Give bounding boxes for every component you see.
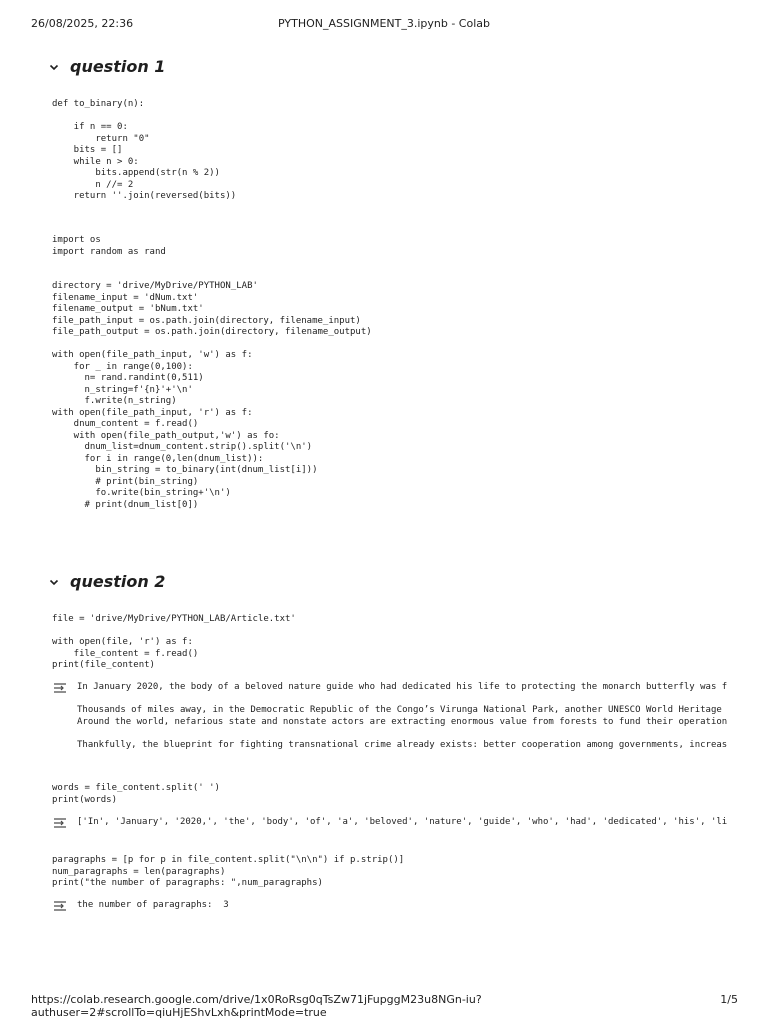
output-toggle-icon[interactable] (53, 817, 67, 829)
section-title: question 1 (70, 57, 166, 76)
code-cell-split-words[interactable]: words = file_content.split(' ') print(words) (52, 783, 220, 805)
print-date: 26/08/2025, 22:36 (31, 17, 134, 30)
section-title: question 2 (70, 572, 166, 591)
code-cell-count-paragraphs[interactable]: paragraphs = [p for p in file_content.split("\n\n") if p.strip()] num_paragraphs = len(paragraphs) print("the number of paragraphs: ",num_paragraphs) (52, 855, 405, 888)
chevron-down-icon[interactable] (48, 61, 60, 73)
section-question-2[interactable] (48, 572, 165, 591)
code-cell-to-binary[interactable]: def to_binary(n): if n == 0: return "0" bits = [] while n > 0: bits.append(str(n % 2)) n //= 2 return ''.join(reversed(bits)) (52, 99, 237, 201)
output-toggle-icon[interactable] (53, 900, 67, 912)
code-cell-read-article[interactable]: file = 'drive/MyDrive/PYTHON_LAB/Article.txt' with open(file, 'r') as f: file_content = f.read() print(file_content) (52, 614, 296, 670)
output-article-text: In January 2020, the body of a beloved nature guide who had dedicated his life to protecting the monarch butterfly was f Thousands of miles away, in the Democratic Republic of the Congo’s Virunga National Park, another UNESCO World Heritage Around the world, nefarious state and nonstate actors are extracting enormous value from forests to fund their operation Thankfully, the blueprint for fighting transnational crime already exists: better cooperation among governments, increas (77, 682, 728, 750)
output-toggle-icon[interactable] (53, 682, 67, 694)
chevron-down-icon[interactable] (48, 576, 60, 588)
section-question-1[interactable] (48, 57, 165, 76)
footer-url: https://colab.research.google.com/drive/1x0RoRsg0qTsZw71jFupggM23u8NGn-iu?authuser=2#scrollTo=qiuHjEShvLxh&printMode=true (31, 993, 482, 1019)
output-words-list: ['In', 'January', '2020,', 'the', 'body', 'of', 'a', 'beloved', 'nature', 'guide', 'who', 'had', 'dedicated', 'his', 'li (77, 817, 728, 827)
output-paragraph-count: the number of paragraphs: 3 (77, 900, 229, 910)
code-cell-file-write[interactable]: import os import random as rand directory = 'drive/MyDrive/PYTHON_LAB' filename_input = 'dNum.txt' filename_output = 'bNum.txt' file_path_input = os.path.join(directory, filename_input) file_path_output = os.path.join(directory, filename_output) with open(file_path_input, 'w') as f: for _ in range(0,100): n= rand.randint(0,511) n_string=f'{n}'+'\n' f.write(n_string) with open(file_path_input, 'r') as f: dnum_content = f.read() with open(file_path_output,'w') as fo: dnum_list=dnum_content.strip().split('\n') for i in range(0,len(dnum_list)): bin_string = to_binary(int(dnum_list[i])) # print(bin_string) fo.write(bin_string+'\n') # print(dnum_list[0]) (52, 235, 372, 510)
page-title: PYTHON_ASSIGNMENT_3.ipynb - Colab (277, 17, 490, 30)
page-number: 1/5 (720, 993, 738, 1006)
